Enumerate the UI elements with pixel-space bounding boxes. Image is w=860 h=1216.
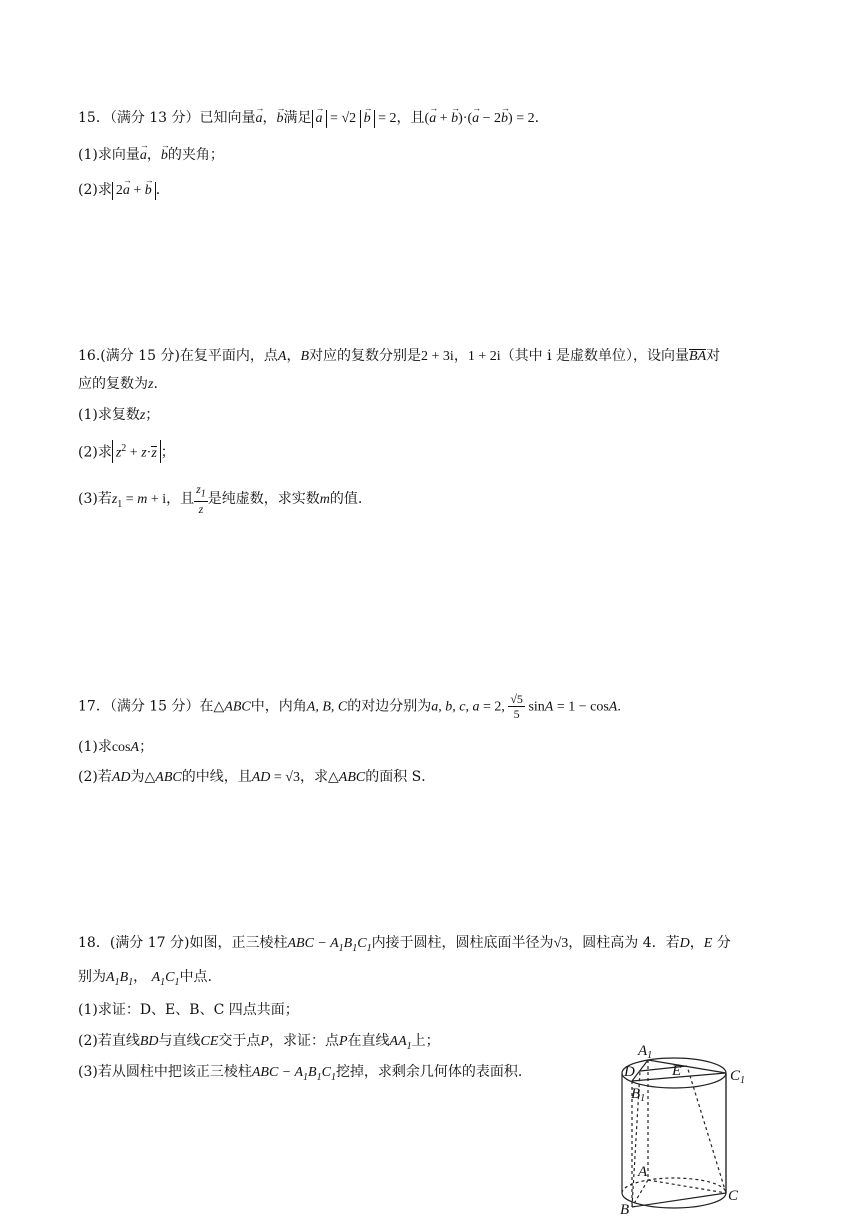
q18-stem: 18．(满分 17 分)如图，正三棱柱ABC − $A_1B_1C_1$内接于圆柱，圆柱底面半径为√3，圆柱高为 4．若D，E 分 [78, 935, 731, 954]
label-B: B [620, 1202, 630, 1216]
q17-part-1: (1)求cosA； [78, 739, 154, 755]
label-C: C [728, 1188, 739, 1204]
bottom-ellipse-back [622, 1178, 726, 1193]
q16-stem-line-2: 应的复数为z. [78, 376, 158, 392]
q17-stem: 17．（满分 15 分）在△ABC中，内角A, B, C的对边分别为a, b, c, a = 2, $\frac{√5}{5}$ sinA = 1 − cosA. [78, 692, 621, 721]
q18-part-3: (3)若从圆柱中把该正三棱柱ABC − $A_1B_1C_1$挖掉，求剩余几何体的表面积. [78, 1064, 523, 1083]
label-E: E [672, 1063, 682, 1079]
q15-expression: 2→ a + → b [112, 182, 156, 200]
q15-part-1: (1)求向量→ a，→ b的夹角； [78, 145, 224, 166]
top-ellipse [622, 1058, 726, 1088]
line-BD [632, 1071, 640, 1207]
edge-AC [648, 1180, 726, 1193]
q15-stem: 15．（满分 13 分）已知向量→ a，→ b满足→ a = √2 → b = 2，且(→ a + → b)·(→ a − 2→ b) = 2. [78, 108, 539, 129]
q15-condition-1: → a = √2 → b = 2 [312, 111, 397, 126]
q16-stem: 16.(满分 15 分)在复平面内，点A，B对应的复数分别是2 + 3i，1 + 2i（其中 i 是虚数单位），设向量BA对 [78, 348, 721, 364]
segment-DE [640, 1066, 687, 1071]
bottom-ellipse-front [622, 1193, 726, 1208]
q18-stem-line-2: 别为$A_1B_1$， $A_1C_1$中点. [78, 969, 212, 988]
q15-condition-2: (→ a + → b)·(→ a − 2→ b) = 2 [425, 111, 535, 126]
label-B1: $B_1$ [631, 1086, 646, 1104]
q15-part-2: (2)求 2→ a + → b . [78, 180, 160, 200]
vector-BA: BA [689, 349, 707, 364]
q16-part-2: (2)求 $z^2 + z\cdot z$ ； [78, 440, 175, 463]
label-A: A [638, 1164, 648, 1180]
q16-expression: $z^2 + z\cdot z$ [112, 440, 161, 463]
edge-AB [632, 1180, 648, 1207]
label-C1: $C_1$ [730, 1068, 746, 1086]
q16-part-1: (1)求复数z； [78, 407, 160, 423]
edge-BC [632, 1193, 726, 1207]
fraction-z1-over-z: $\frac{z_1}{z}$ [196, 482, 206, 517]
q16-part-3: (3)若$z_1 = m + i$，且 $\frac{z_1}{z}$ 是纯虚数，求实数m的值. [78, 482, 363, 517]
q18-part-2: (2)若直线BD与直线CE交于点P，求证：点P在直线$AA_1$上； [78, 1033, 440, 1052]
line-CE [687, 1066, 726, 1193]
fraction-sqrt5-over-5: $\frac{√5}{5}$ [510, 692, 523, 721]
label-A1: $A_1$ [638, 1043, 653, 1061]
q18-part-1: (1)求证：D、E、B、C 四点共面； [78, 1002, 299, 1018]
top-triangle [632, 1060, 726, 1081]
label-D: D [624, 1064, 635, 1080]
q17-part-2: (2)若AD为△ABC的中线，且AD = √3，求△ABC的面积 S． [78, 769, 436, 785]
